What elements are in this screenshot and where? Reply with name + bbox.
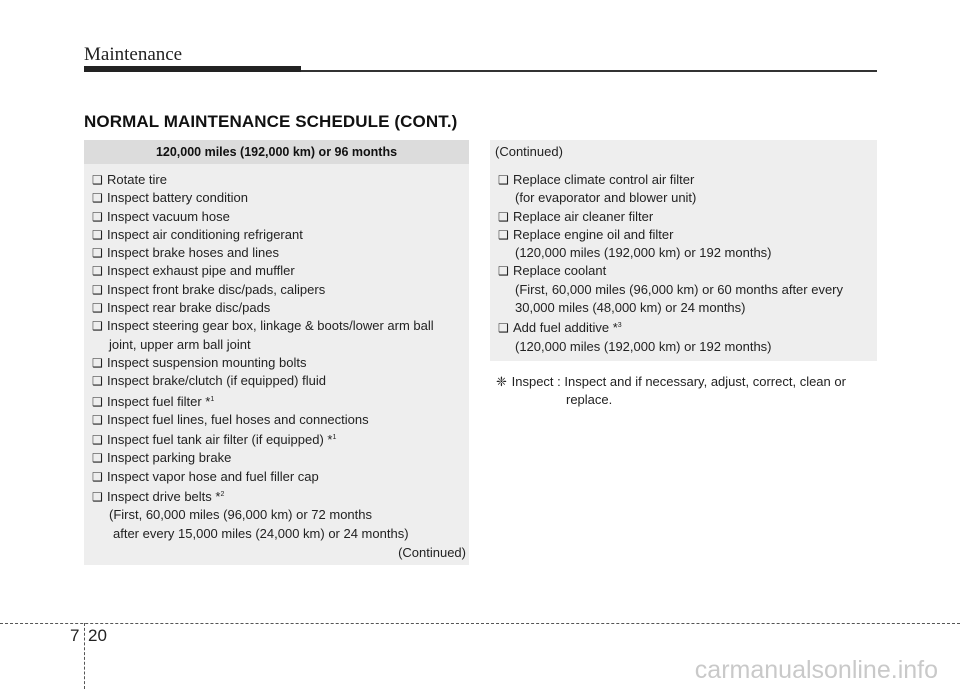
checkbox-icon: ❑ (92, 301, 103, 316)
list-item-note: (120,000 miles (192,000 km) or 192 months) (515, 338, 772, 354)
list-item: ❑ Inspect vapor hose and fuel filler cap (92, 468, 434, 486)
checkbox-icon: ❑ (498, 227, 509, 242)
checkbox-icon: ❑ (498, 264, 509, 279)
checkbox-icon: ❑ (92, 227, 103, 242)
list-item: ❑ Add fuel additive *$^3$ (498, 317, 843, 337)
footnote-ref: 3 (617, 322, 622, 330)
inspection-list (92, 171, 434, 543)
list-item: ❑ Inspect air conditioning refrigerant (92, 226, 434, 244)
checkbox-icon: ❑ (92, 173, 103, 187)
checkbox-icon: ❑ (92, 246, 103, 261)
list-item-note: (for evaporator and blower unit) (515, 190, 697, 206)
checkbox-icon: ❑ (92, 412, 103, 427)
list-item: ❑ Inspect exhaust pipe and muffler (92, 262, 434, 280)
list-item: ❑ Inspect parking brake (92, 449, 434, 467)
interval-heading: 120,000 miles (192,000 km) or 96 months (84, 140, 469, 164)
header-rule-accent (84, 66, 301, 72)
checkbox-icon: ❑ (92, 355, 103, 370)
list-item: ❑ Replace engine oil and filter (498, 226, 843, 244)
checkbox-icon: ❑ (498, 321, 509, 336)
list-item-note: (120,000 miles (192,000 km) or 192 months) (515, 245, 772, 261)
chapter-number: 7 (70, 626, 80, 645)
footer-divider-vertical (84, 623, 85, 689)
continued-label: (Continued) (398, 545, 466, 560)
checkbox-icon: ❑ (92, 394, 103, 409)
footer-divider (0, 623, 960, 624)
continued-label: (Continued) (495, 144, 563, 159)
footnote-ref: 2 (220, 491, 225, 499)
footnote-ref: 1 (332, 434, 337, 442)
list-item: ❑ Inspect battery condition (92, 189, 434, 207)
list-item: ❑ Inspect fuel lines, fuel hoses and connections (92, 411, 434, 429)
schedule-panel-left (84, 140, 469, 565)
schedule-panel-right (490, 140, 877, 361)
list-item: ❑ Inspect drive belts *$^2$ (92, 486, 434, 506)
list-item: ❑ Inspect fuel filter *$^1$ (92, 391, 434, 411)
checkbox-icon: ❑ (92, 374, 103, 389)
list-item-note: after every 15,000 miles (24,000 km) or 24 months) (113, 525, 409, 541)
list-item: ❑ Rotate tire (92, 171, 434, 189)
list-item: ❑ Inspect vacuum hose (92, 208, 434, 226)
inspect-note (496, 373, 876, 409)
watermark: carmanualsonline.info (694, 656, 938, 684)
list-item-continuation: joint, upper arm ball joint (109, 336, 251, 352)
checkbox-icon: ❑ (92, 451, 103, 466)
note-symbol-icon: ❈ (496, 374, 507, 389)
note-line: Inspect : Inspect and if necessary, adjust, correct, clean or (511, 374, 846, 389)
list-item: ❑ Replace air cleaner filter (498, 208, 843, 226)
page-number: 20 (88, 626, 107, 645)
list-item: ❑ Inspect brake/clutch (if equipped) fluid (92, 372, 434, 390)
list-item: ❑ Replace coolant (498, 262, 843, 280)
footnote-ref: 1 (210, 395, 215, 403)
list-item-note: (First, 60,000 miles (96,000 km) or 72 months (109, 507, 372, 523)
checkbox-icon: ❑ (92, 433, 103, 448)
checkbox-icon: ❑ (92, 490, 103, 505)
list-item: ❑ Inspect rear brake disc/pads (92, 299, 434, 317)
replacement-list (498, 171, 843, 356)
list-item: ❑ Inspect fuel tank air filter (if equipped) *$^1$ (92, 429, 434, 449)
note-line: replace. (566, 392, 613, 407)
list-item-note: 30,000 miles (48,000 km) or 24 months) (515, 300, 746, 316)
list-item: ❑ Inspect suspension mounting bolts (92, 354, 434, 372)
list-item: ❑ Inspect brake hoses and lines (92, 244, 434, 262)
list-item: ❑ Inspect steering gear box, linkage & boots/lower arm ball (92, 317, 434, 335)
checkbox-icon: ❑ (92, 282, 103, 297)
section-title: NORMAL MAINTENANCE SCHEDULE (CONT.) (84, 112, 458, 131)
checkbox-icon: ❑ (498, 173, 509, 187)
header-title: Maintenance (84, 44, 183, 65)
checkbox-icon: ❑ (92, 469, 103, 484)
list-item-note: (First, 60,000 miles (96,000 km) or 60 months after every (515, 281, 844, 297)
checkbox-icon: ❑ (92, 209, 103, 224)
list-item: ❑ Inspect front brake disc/pads, calipers (92, 281, 434, 299)
checkbox-icon: ❑ (92, 319, 103, 334)
checkbox-icon: ❑ (92, 191, 103, 206)
checkbox-icon: ❑ (92, 264, 103, 279)
checkbox-icon: ❑ (498, 209, 509, 224)
list-item: ❑ Replace climate control air filter (498, 171, 843, 189)
